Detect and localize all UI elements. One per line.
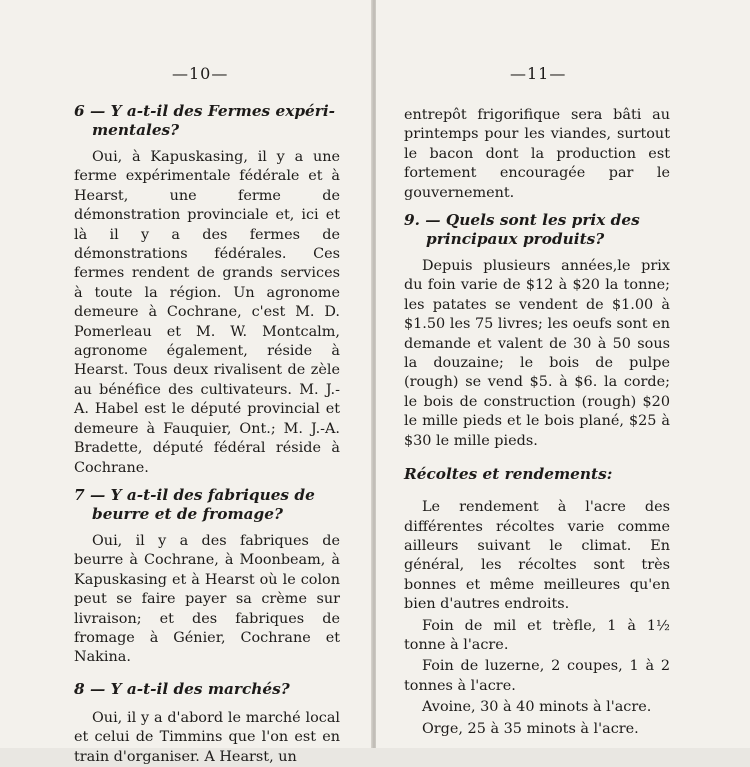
left-page [0, 0, 372, 765]
page-number-11: —11— [510, 64, 567, 83]
yield-item-hay: Foin de mil et trèfle, 1 à 1½ tonne à l'acre. [404, 617, 670, 653]
question-6 [74, 102, 340, 140]
question-6-label-cont: mentales? [92, 121, 180, 139]
page-number-10: —10— [172, 64, 229, 83]
right-column [404, 106, 670, 739]
yield-item-barley: Orge, 25 à 35 minots à l'acre. [422, 720, 639, 737]
yield-item-alfalfa: Foin de luzerne, 2 coupes, 1 à 2 tonnes à l'acre. [404, 658, 670, 694]
question-7-label: 7 — Y a-t-il des fabriques de [74, 485, 315, 504]
answer-9: Depuis plusieurs années,le prix du foin varie de $12 à $20 la tonne; les patates se vendent de $1.00 à $1.50 les 75 livres; les oeufs sont en demande et valent de 30 à 50 sous la douzaine; le bois de pulpe (rough) se vend $5. à $6. la corde; le bois de construction (rough) $20 le mille pieds et le bois plané, $25 à $30 le mille pieds. [404, 258, 670, 449]
answer-6: Oui, à Kapuskasing, il y a une ferme expérimentale fédérale et à Hearst, une ferme de démonstration provinciale et, ici et là il y a des fermes de démonstrations fédérales. Ces fermes rendent de grands services à toute la région. Un agronome demeure à Cochrane, c'est M. D. Pomerleau et M. W. Montcalm, agronome également, réside à Hearst. Tous deux rivalisent de zèle au bénéfice des cultivateurs. M. J.-A. Habel est le député provincial et demeure à Fauquier, Ont.; M. J.-A. Bradette, député fédéral réside à Cochrane. [74, 149, 340, 476]
question-8: 8 — Y a-t-il des marchés? [74, 679, 290, 698]
answer-7: Oui, il y a des fabriques de beurre à Cochrane, à Moonbeam, à Kapuskasing et à Hearst où le colon peut se faire payer sa crème sur livraison; et des fabriques de fromage à Génier, Cochrane et Nakina. [74, 532, 340, 666]
question-9-label: 9. — Quels sont les prix des [404, 211, 640, 230]
question-9-label-cont: principaux produits? [426, 230, 605, 249]
yield-item-oats: Avoine, 30 à 40 minots à l'acre. [422, 699, 652, 716]
section-heading: Récoltes et rendements: [404, 465, 613, 484]
question-7 [74, 486, 340, 524]
continued-paragraph: entrepôt frigorifique sera bâti au printemps pour les viandes, surtout le bacon dont la production est fortement encouragée par le gouvernement. [404, 107, 670, 201]
question-7-label-cont: beurre et de fromage? [92, 504, 283, 523]
right-page [376, 0, 750, 748]
left-column [74, 102, 340, 767]
answer-8: Oui, il y a d'abord le marché local et celui de Timmins que l'on est en train d'organiser. A Hearst, un [74, 709, 340, 765]
yield-paragraph: Le rendement à l'acre des différentes récoltes varie comme ailleurs suivant le climat. En général, les récoltes sont très bonnes et même meilleures qu'en bien d'autres endroits. [404, 499, 670, 613]
question-6-label: 6 — Y a-t-il des Fermes expéri- [74, 102, 335, 120]
question-9 [404, 211, 670, 249]
